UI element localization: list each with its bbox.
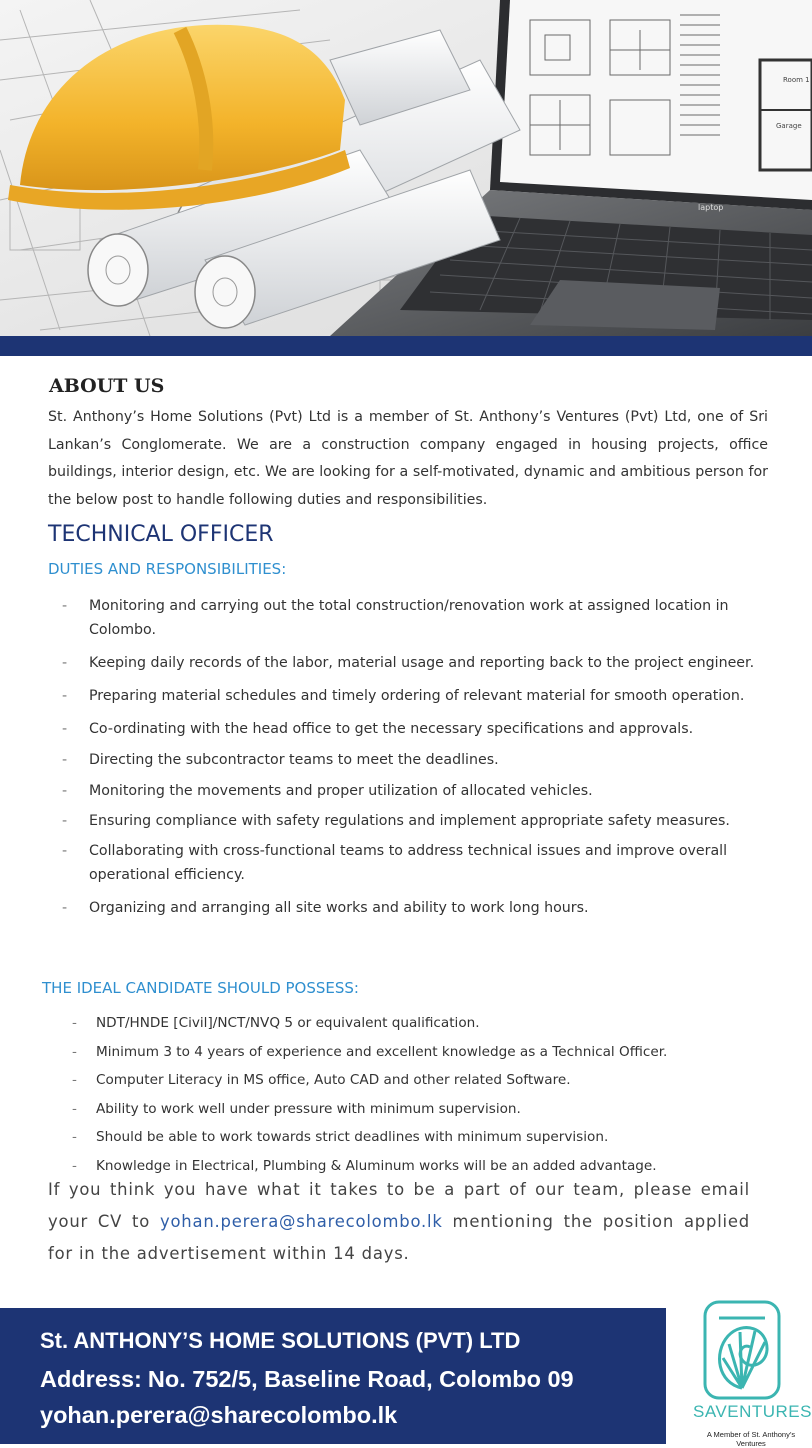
bullet-dash: - <box>72 1043 77 1060</box>
bullet-dash: - <box>62 688 68 704</box>
floorplan-label-room: Room 1 <box>783 76 810 84</box>
company-logo <box>693 1298 812 1448</box>
requirement-item <box>72 1066 792 1095</box>
duty-item <box>62 651 800 675</box>
duty-item <box>62 717 800 741</box>
requirement-text: Computer Literacy in MS office, Auto CAD and other related Software. <box>96 1072 571 1088</box>
laptop-brand-label: laptop <box>698 203 724 212</box>
duty-item <box>62 839 800 887</box>
bullet-dash: - <box>62 655 68 671</box>
requirement-item <box>72 1095 792 1124</box>
closing-text-before: If you think you have what it takes to be a part of our team, please email your CV to <box>48 1180 750 1231</box>
bullet-dash: - <box>72 1129 77 1145</box>
footer-address-value: No. 752/5, Baseline Road, Colombo 09 <box>147 1366 574 1392</box>
bullet-dash: - <box>72 1157 77 1174</box>
floorplan-label-garage: Garage <box>776 122 802 130</box>
logo-wordmark: SAVENTURES <box>693 1402 812 1421</box>
ideal-candidate-heading: THE IDEAL CANDIDATE SHOULD POSSESS: <box>42 979 359 997</box>
bullet-dash: - <box>62 752 68 768</box>
duty-item <box>62 779 800 803</box>
bullet-dash: - <box>72 1015 77 1031</box>
footer-address-label: Address: <box>40 1366 142 1392</box>
application-instructions <box>48 1174 750 1270</box>
bullet-dash: - <box>72 1072 77 1088</box>
requirement-item <box>72 1038 792 1067</box>
about-us-text: St. Anthony’s Home Solutions (Pvt) Ltd is a member of St. Anthony’s Ventures (Pvt) Ltd, one of Sri Lankan’s Conglomerate. We are a construction company engaged in housing projects, office buildings, interior design, etc. We are looking for a self-motivated, dynamic and ambitious person for the below post to handle following duties and responsibilities. <box>48 409 768 508</box>
duty-text: Co-ordinating with the head office to get the necessary specifications and approvals. <box>89 721 694 737</box>
email-link[interactable]: yohan.perera@sharecolombo.lk <box>159 1212 443 1231</box>
duty-text: Ensuring compliance with safety regulations and implement appropriate safety measures. <box>89 813 730 829</box>
duty-text: Preparing material schedules and timely ordering of relevant material for smooth operation. <box>89 688 745 704</box>
job-title: TECHNICAL OFFICER <box>48 522 274 547</box>
footer-company-name: St. ANTHONY’S HOME SOLUTIONS (PVT) LTD <box>40 1328 521 1353</box>
bullet-dash: - <box>62 721 68 737</box>
requirement-text: Knowledge in Electrical, Plumbing & Aluminum works will be an added advantage. <box>96 1157 657 1174</box>
shell-emblem-icon <box>693 1298 809 1402</box>
header-divider-band <box>0 336 812 356</box>
duty-text: Keeping daily records of the labor, material usage and reporting back to the project engineer. <box>89 655 755 671</box>
bullet-dash: - <box>62 813 68 829</box>
bullet-dash: - <box>62 843 68 859</box>
closing-text-after: mentioning the position applied for in the advertisement within 14 days. <box>48 1212 750 1263</box>
duty-item <box>62 896 800 920</box>
bullet-dash: - <box>62 783 68 799</box>
duty-text: Monitoring the movements and proper utilization of allocated vehicles. <box>89 783 593 799</box>
duties-heading: DUTIES AND RESPONSIBILITIES: <box>48 560 287 578</box>
duty-item <box>62 748 800 772</box>
requirement-item <box>72 1009 792 1038</box>
footer-address <box>40 1366 574 1393</box>
ideal-candidate-list <box>72 1009 792 1180</box>
requirement-text: Ability to work well under pressure with minimum supervision. <box>96 1100 521 1117</box>
duty-text: Directing the subcontractor teams to meet the deadlines. <box>89 752 499 768</box>
construction-illustration <box>0 0 812 336</box>
requirement-text: Minimum 3 to 4 years of experience and excellent knowledge as a Technical Officer. <box>96 1043 668 1060</box>
duty-text: Organizing and arranging all site works and ability to work long hours. <box>89 900 589 916</box>
duty-item <box>62 684 800 708</box>
bullet-dash: - <box>62 598 68 614</box>
requirement-item <box>72 1123 792 1152</box>
about-us-heading: ABOUT US <box>49 375 165 397</box>
logo-tagline: A Member of St. Anthony’s Ventures <box>706 1430 796 1448</box>
duty-item <box>62 594 800 642</box>
duties-list <box>62 594 800 920</box>
duty-text: Monitoring and carrying out the total construction/renovation work at assigned location in Colombo. <box>89 598 729 638</box>
requirement-text: Should be able to work towards strict deadlines with minimum supervision. <box>96 1129 609 1145</box>
hero-image <box>0 0 812 336</box>
duty-item <box>62 809 800 833</box>
requirement-text: NDT/HNDE [Civil]/NCT/NVQ 5 or equivalent qualification. <box>96 1015 480 1031</box>
footer-email[interactable]: yohan.perera@sharecolombo.lk <box>40 1402 398 1428</box>
bullet-dash: - <box>72 1100 77 1117</box>
duty-text: Collaborating with cross-functional teams to address technical issues and improve overall operational efficiency. <box>89 843 728 883</box>
bullet-dash: - <box>62 900 68 916</box>
